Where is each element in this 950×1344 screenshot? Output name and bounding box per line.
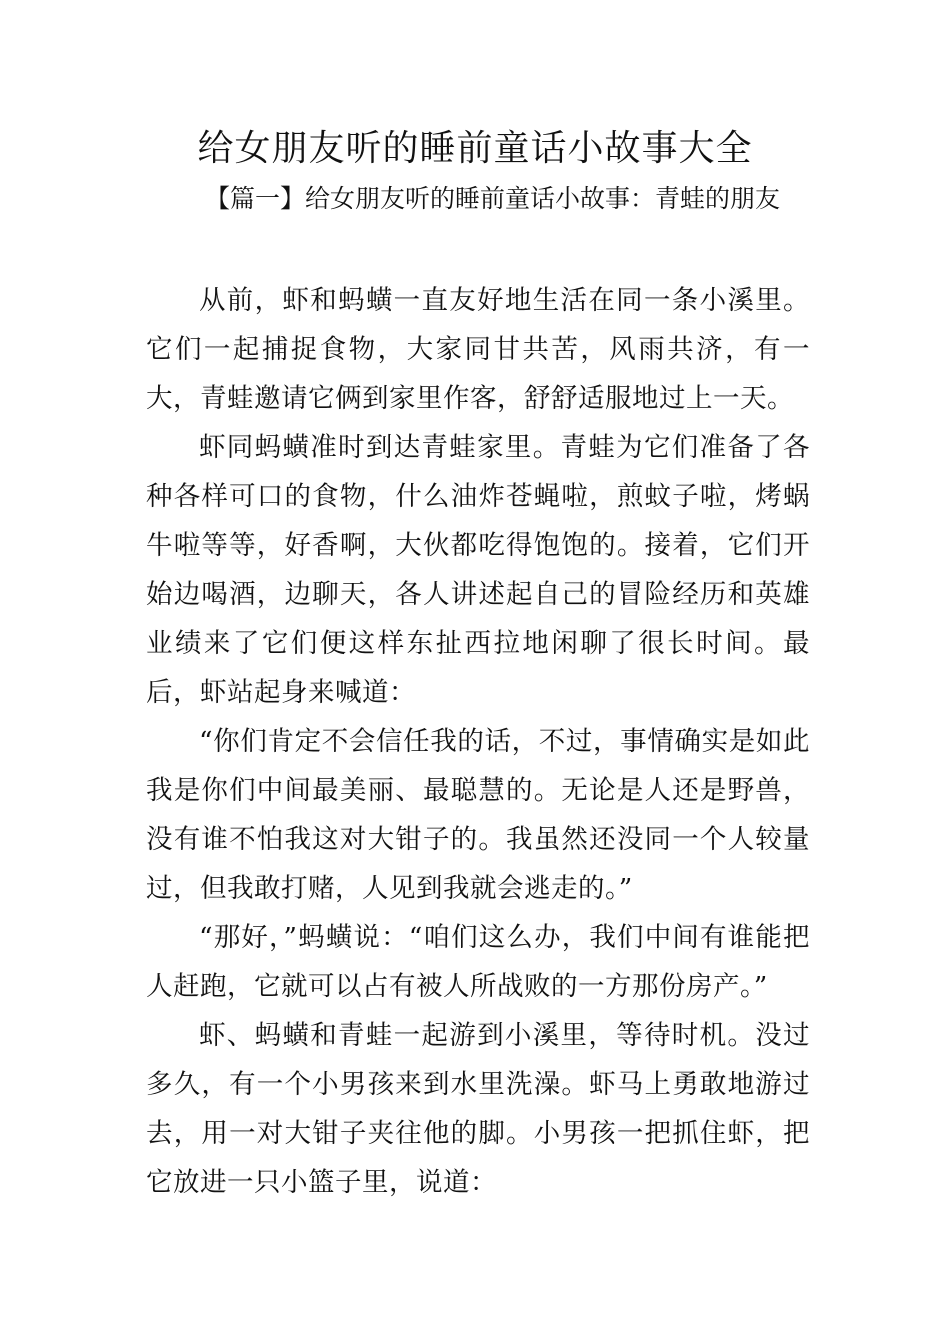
paragraph: “你们肯定不会信任我的话，不过，事情确实是如此我是你们中间最美丽、最聪慧的。无论是人还是野兽，没有谁不怕我这对大钳子的。我虽然还没同一个人较量过，但我敢打赌，人见到我就会逃走的。” (146, 726, 810, 904)
paragraph: 虾、蚂蟥和青蛙一起游到小溪里，等待时机。没过多久，有一个小男孩来到水里洗澡。虾马上勇敢地游过去，用一对大钳子夹往他的脚。小男孩一把抓住虾，把它放进一只小篮子里，说道： (146, 1020, 810, 1198)
story-body (146, 276, 810, 1207)
paragraph: 虾同蚂蟥准时到达青蛙家里。青蛙为它们准备了各种各样可口的食物，什么油炸苍蝇啦，煎蚊子啦，烤蜗牛啦等等，好香啊，大伙都吃得饱饱的。接着，它们开始边喝酒，边聊天，各人讲述起自己的冒险经历和英雄业绩来了它们便这样东扯西拉地闲聊了很长时间。最后，虾站起身来喊道： (146, 432, 810, 708)
paragraph: “那好，”蚂蟥说：“咱们这么办，我们中间有谁能把人赶跑，它就可以占有被人所战败的一方那份房产。” (146, 922, 810, 1002)
paragraph: 从前，虾和蚂蟥一直友好地生活在同一条小溪里。它们一起捕捉食物，大家同甘共苦，风雨共济，有一大，青蛙邀请它俩到家里作客，舒舒适服地过上一天。 (146, 285, 810, 414)
document-title: 给女朋友听的睡前童话小故事大全 (197, 128, 753, 169)
section-heading: 【篇一】给女朋友听的睡前童话小故事：青蛙的朋友 (205, 184, 781, 213)
